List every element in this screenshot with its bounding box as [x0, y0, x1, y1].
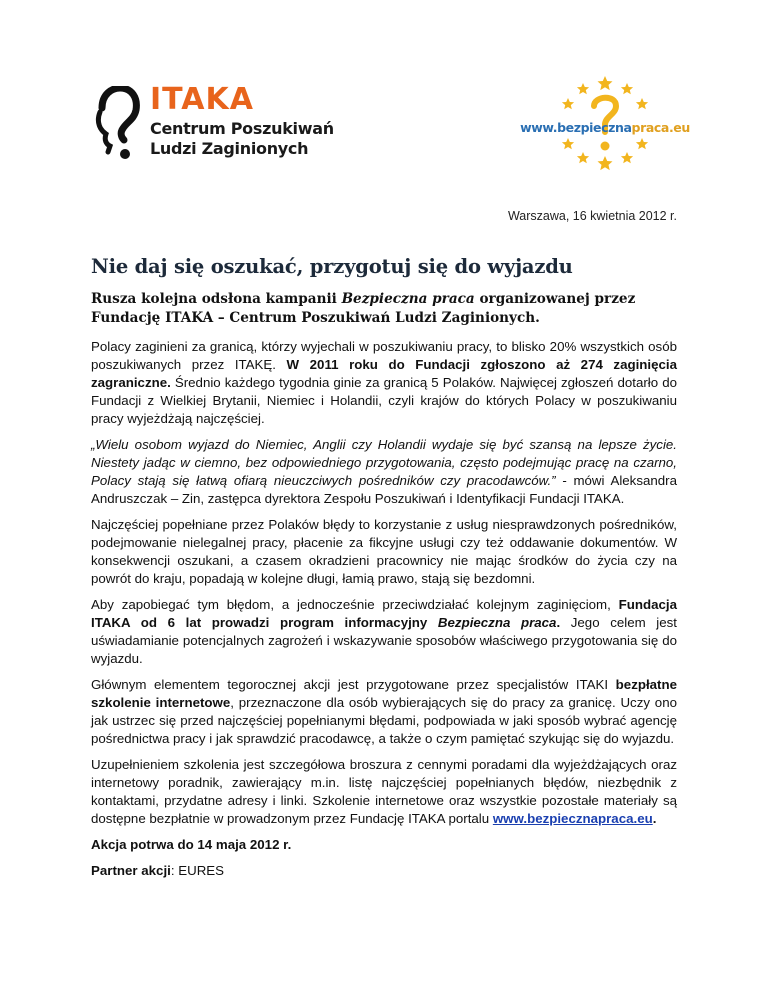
campaign-partner: Partner akcji: EURES [91, 863, 225, 878]
portal-link[interactable]: www.bezpiecznapraca.eu [492, 811, 653, 826]
date-line: Warszawa, 16 kwietnia 2012 r. [507, 209, 677, 223]
paragraph-6: Uzupełnieniem szkolenia jest szczegółowa broszura z cennymi poradami dla wyjeżdżających oraz internetowy poradnik, zawierający m.in. listę najczęściej popełnianych błędów, niezbędnik z kontaktami, przydatne adresy i linki. Szkolenie internetowe oraz wszystkie pozostałe materiały są dostępne bezpłatnie w prowadzonym przez Fundację ITAKA portalu www.bezpiecznapraca.eu. [91, 757, 677, 826]
paragraph-4: Aby zapobiegać tym błędom, a jednocześnie przeciwdziałać kolejnym zaginięciom, Fundacja ITAKA od 6 lat prowadzi program informacyjny Bezpieczna praca. Jego celem jest uświadamianie potencjalnych zagrożeń i wskazywanie sposobów właściwego przygotowania się do wyjazdu. [91, 597, 677, 666]
paragraph-2-quote: „Wielu osobom wyjazd do Niemiec, Anglii czy Holandii wydaje się być szansą na lepsze życie. Niestety jadąc w ciemno, bez odpowiedniego przygotowania, często podejmując pracę na czarno, Polacy stają się łatwą ofiarą nieuczciwych pośredników czy pracodawców.” - mówi Aleksandra Andruszczak – Zin, zastępca dyrektora Zespołu Poszukiwań i Identyfikacji Fundacji ITAKA. [91, 437, 677, 506]
article-body [91, 254, 677, 888]
bezpieczna-praca-logo [520, 76, 690, 176]
question-head-icon [92, 86, 142, 162]
itaka-name: ITAKA [150, 82, 254, 117]
paragraph-5: Głównym elementem tegorocznej akcji jest przygotowane przez specjalistów ITAKI bezpłatne szkolenie internetowe, przeznaczone dla osób wybierających się do pracy za granicę. Uczy ono jak ustrzec się przed najczęściej popełnianymi błędami, podpowiada w jaki sposób wybrać agencję pośrednictwa pracy i jak sprawdzić pracodawcę, a także o czym pamiętać szykując się do wyjazdu. [91, 677, 677, 746]
paragraph-1: Polacy zaginieni za granicą, którzy wyjechali w poszukiwaniu pracy, to blisko 20% wszystkich osób poszukiwanych przez ITAKĘ. W 2011 roku do Fundacji zgłoszono aż 274 zaginięcia zagraniczne. Średnio każdego tygodnia ginie za granicą 5 Polaków. Najwięcej zgłoszeń dotarło do Fundacji z Wielkiej Brytanii, Niemiec i Holandii, czyli krajów do których Polacy w poszukiwaniu pracy wyjeżdżają najczęściej. [91, 339, 677, 426]
lead-paragraph: Rusza kolejna odsłona kampanii Bezpieczna praca organizowanej przez Fundację ITAKA – Centrum Poszukiwań Ludzi Zaginionych. [91, 291, 636, 326]
bezpieczna-praca-url-logo: www.bezpiecznapraca.eu [520, 120, 690, 135]
itaka-subtitle-line2: Ludzi Zaginionych [150, 139, 309, 158]
page-title: Nie daj się oszukać, przygotuj się do wyjazdu [91, 255, 573, 278]
campaign-end-date: Akcja potrwa do 14 maja 2012 r. [91, 837, 292, 852]
itaka-logo [92, 84, 332, 164]
itaka-subtitle-line1: Centrum Poszukiwań [150, 119, 334, 138]
paragraph-3: Najczęściej popełniane przez Polaków błędy to korzystanie z usług niesprawdzonych pośredników, podejmowanie nielegalnej pracy, płacenie za fikcyjne usługi czy też oddawanie dokumentów. W konsekwencji oszukani, a czasem okradzieni pracownicy nie mając środków do życia czy na powrót do kraju, popadają w kolejne długi, łamią prawo, stają się bezdomni. [91, 517, 677, 586]
